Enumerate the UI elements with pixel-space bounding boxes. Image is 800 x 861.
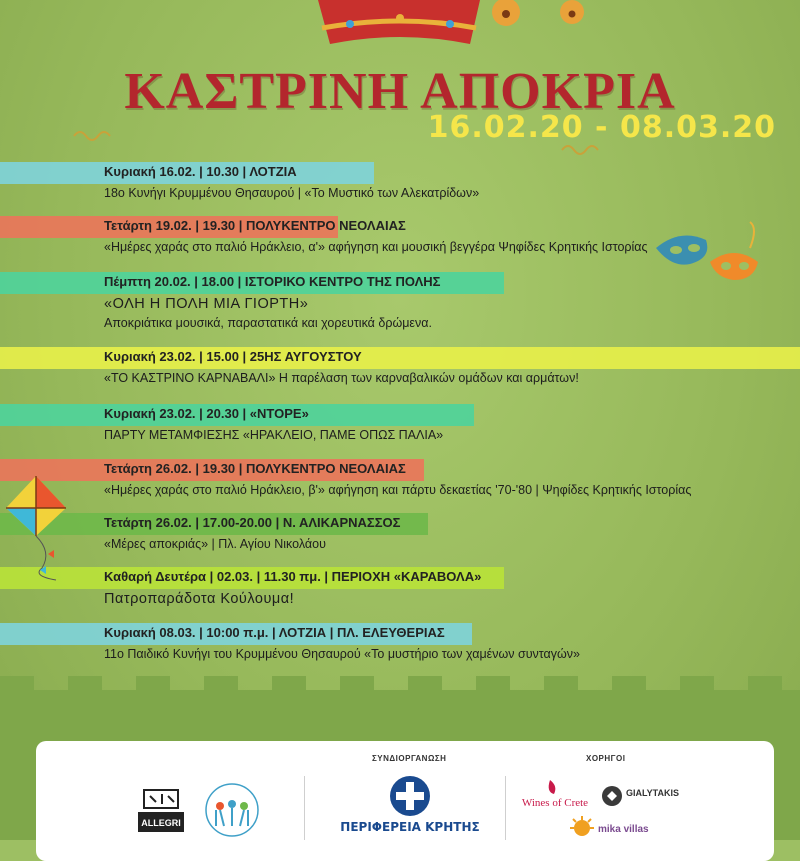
date-range: 16.02.20 - 08.03.20 [427, 110, 776, 145]
event-description: 18ο Κυνήγι Κρυμμένου Θησαυρού | «Το Μυστικό των Αλεκατρίδων» [104, 186, 480, 200]
event-description: 11ο Παιδικό Κυνήγι του Κρυμμένου Θησαυρού «Το μυστήριο των χαμένων συνταγών» [104, 647, 580, 661]
event-title: Τετάρτη 26.02. | 17.00-20.00 | Ν. ΑΛΙΚΑΡΝΑΣΣΟΣ [104, 515, 401, 530]
castle-merlon [204, 676, 238, 692]
castle-merlon [68, 676, 102, 692]
mask-icon [650, 218, 765, 298]
event-description: «ΟΛΗ Η ΠΟΛΗ ΜΙΑ ΓΙΟΡΤΗ» [104, 296, 309, 312]
mika-villas-logo [570, 812, 649, 840]
wines-of-crete-logo-text: Wines of Crete [521, 797, 589, 809]
castle-merlon [0, 676, 34, 692]
footer-divider [304, 776, 305, 840]
event-description: «Μέρες αποκριάς» | Πλ. Αγίου Νικολάου [104, 537, 326, 551]
mika-villas-logo-text: mika villas [598, 824, 649, 835]
allegri-logo-text: ALLEGRI [141, 818, 181, 828]
footer-divider [505, 776, 506, 840]
kite-icon [2, 472, 82, 582]
event-title: Κυριακή 16.02. | 10.30 | ΛΟΤΖΙΑ [104, 164, 297, 179]
allegri-logo [136, 788, 186, 834]
event-title: Τετάρτη 19.02. | 19.30 | ΠΟΛΥΚΕΝΤΡΟ ΝΕΟΛΑΙΑΣ [104, 218, 406, 233]
castle-merlon [612, 676, 646, 692]
castle-merlon [476, 676, 510, 692]
co-organization-label: ΣΥΝΔΙΟΡΓΑΝΩΣΗ [372, 754, 447, 763]
wines-of-crete-logo [520, 778, 590, 812]
gialytakis-logo-text: GIALYTAKIS [626, 788, 680, 798]
castle-merlon [272, 676, 306, 692]
event-description: «ΤΟ ΚΑΣΤΡΙΝΟ ΚΑΡΝΑΒΑΛΙ» Η παρέλαση των καρναβαλικών ομάδων και αρμάτων! [104, 371, 579, 385]
event-title: Πέμπτη 20.02. | 18.00 | ΙΣΤΟΡΙΚΟ ΚΕΝΤΡΟ ΤΗΣ ΠΟΛΗΣ [104, 274, 441, 289]
castle-merlon [340, 676, 374, 692]
event-title: Κυριακή 23.02. | 15.00 | 25ΗΣ ΑΥΓΟΥΣΤΟΥ [104, 349, 362, 364]
event-description: «Ημέρες χαράς στο παλιό Ηράκλειο, α'» αφήγηση και μουσική βεγγέρα Ψηφίδες Κρητικής Ιστορίας [104, 240, 648, 254]
squiggle-icon [72, 126, 112, 140]
event-description: «Ημέρες χαράς στο παλιό Ηράκλειο, β'» αφήγηση και πάρτυ δεκαετίας '70-'80 | Ψηφίδες Κρητικής Ιστορίας [104, 483, 692, 497]
squiggle-icon [560, 140, 600, 154]
castle-merlon [136, 676, 170, 692]
page-title: ΚΑΣΤΡΙΝΗ ΑΠΟΚΡΙΑ [124, 63, 676, 120]
castle-merlon [544, 676, 578, 692]
dancers-association-logo [200, 780, 264, 840]
event-title: Καθαρή Δευτέρα | 02.03. | 11.30 πμ. | ΠΕΡΙΟΧΗ «ΚΑΡΑΒΟΛΑ» [104, 569, 482, 584]
event-description: ΠΑΡΤΥ ΜΕΤΑΜΦΙΕΣΗΣ «ΗΡΑΚΛΕΙΟ, ΠΑΜΕ ΟΠΩΣ ΠΑΛΙΑ» [104, 428, 444, 442]
event-title: Τετάρτη 26.02. | 19.30 | ΠΟΛΥΚΕΝΤΡΟ ΝΕΟΛΑΙΑΣ [104, 461, 406, 476]
event-description: Αποκριάτικα μουσικά, παραστατικά και χορευτικά δρώμενα. [104, 316, 432, 330]
castle-merlon [748, 676, 782, 692]
region-name: ΠΕΡΙΦΕΡΕΙΑ ΚΡΗΤΗΣ [340, 820, 480, 834]
event-title: Κυριακή 08.03. | 10:00 π.μ. | ΛΟΤΖΙΑ | ΠΛ. ΕΛΕΥΘΕΡΙΑΣ [104, 625, 445, 640]
crown-icon [310, 0, 600, 50]
castle-merlon [408, 676, 442, 692]
castle-merlon [680, 676, 714, 692]
region-crete-logo [380, 774, 440, 820]
gialytakis-logo [600, 784, 692, 810]
sponsors-label: ΧΟΡΗΓΟΙ [586, 754, 626, 763]
event-title: Κυριακή 23.02. | 20.30 | «ΝΤΟΡΕ» [104, 406, 309, 421]
event-description: Πατροπαράδοτα Κούλουμα! [104, 591, 295, 607]
